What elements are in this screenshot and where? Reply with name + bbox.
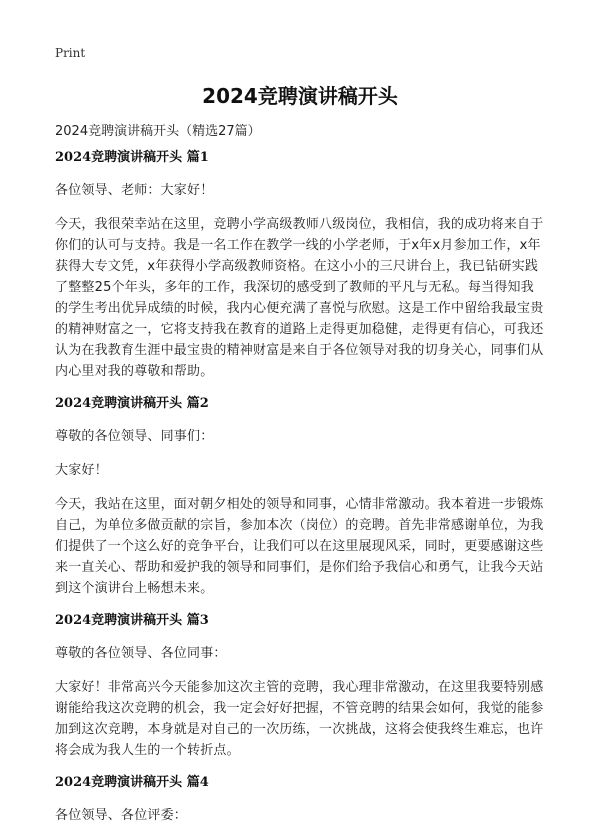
print-link[interactable]: Print xyxy=(55,46,86,60)
article-body xyxy=(55,149,547,839)
page-title: 2024竞聘演讲稿开头 xyxy=(202,84,398,108)
paragraph: 大家好！非常高兴今天能参加这次主管的竞聘，我心理非常激动，在这里我要特别感谢能给我这次竞聘的机会，我一定会好好把握，不管竞聘的结果会如何，我觉的能参加到这次竞聘，本身就是对自己的一次历练，一次挑战，这将会使我终生难忘，也许将会成为我人生的一个转折点。 xyxy=(55,680,544,758)
section-2 xyxy=(55,395,547,599)
paragraph: 尊敬的各位领导、各位同事： xyxy=(55,646,227,661)
paragraph: 各位领导、各位评委： xyxy=(55,808,188,823)
paragraph: 大家好！ xyxy=(55,463,108,478)
section-heading: 2024竞聘演讲稿开头 篇2 xyxy=(55,396,209,411)
section-heading: 2024竞聘演讲稿开头 篇3 xyxy=(55,613,209,628)
paragraph: 各位领导、老师：大家好！ xyxy=(55,183,214,198)
section-4 xyxy=(55,774,547,826)
section-heading: 2024竞聘演讲稿开头 篇4 xyxy=(55,775,209,790)
section-heading: 2024竞聘演讲稿开头 篇1 xyxy=(55,150,209,165)
page-subtitle: 2024竞聘演讲稿开头（精选27篇） xyxy=(55,124,261,139)
section-3 xyxy=(55,612,547,761)
paragraph: 今天，我很荣幸站在这里，竞聘小学高级教师八级岗位，我相信，我的成功将来自于你们的认可与支持。我是一名工作在教学一线的小学老师，于x年x月参加工作，x年获得大专文凭，x年获得小学高级教师资格。在这小小的三尺讲台上，我已钻研实践了整整25个年头，多年的工作，我深切的感受到了教师的平凡与无私。每当得知我的学生考出优异成绩的时候，我内心便充满了喜悦与欣慰。这是工作中留给我最宝贵的精神财富之一，它将支持我在教育的道路上走得更加稳健，走得更有信心，可我还认为在我教育生涯中最宝贵的精神财富是来自于各位领导对我的切身关心，同事们从内心里对我的尊敬和帮助。 xyxy=(55,217,544,379)
section-1 xyxy=(55,149,547,382)
paragraph: 尊敬的各位领导、同事们： xyxy=(55,429,214,444)
paragraph: 今天，我站在这里，面对朝夕相处的领导和同事，心情非常激动。我本着进一步锻炼自己，为单位多做贡献的宗旨，参加本次（岗位）的竞聘。首先非常感谢单位，为我们提供了一个这么好的竞争平台，让我们可以在这里展现风采，同时，更要感谢这些来一直关心、帮助和爱护我的领导和同事们，是你们给予我信心和勇气，让我今天站到这个演讲台上畅想未来。 xyxy=(55,497,544,596)
